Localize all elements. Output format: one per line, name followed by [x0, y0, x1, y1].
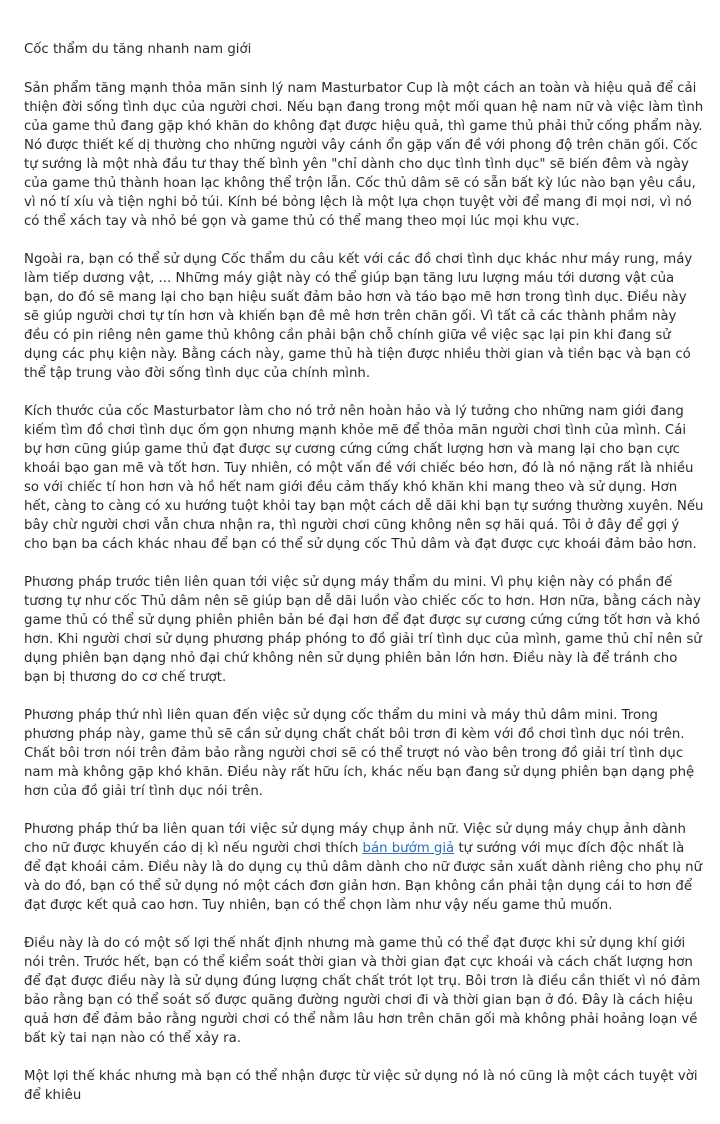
inline-link[interactable]: bán bướm giả	[362, 841, 455, 856]
paragraph-1: Sản phẩm tăng mạnh thỏa mãn sinh lý nam Masturbator Cup là một cách an toàn và hiệu quả để cải thiện đời sống tình dục của người chơi. Nếu bạn đang trong một mối quan hệ nam nữ và việc làm tình của game thủ đang gặp khó khăn do không đạt được hiệu quả, thì game thủ phải thử cống phẩm này. Nó được thiết kế dị thường cho những người vây cánh ổn gặp vấn đề với phong độ trên chăn gối. Cốc tự sướng là một nhà đầu tư thay thế bình yên "chỉ dành cho dục tình tình dục" sẽ biến đêm và ngày của game thủ thành hoan lạc không thể trộn lẫn. Cốc thủ dâm sẽ có sẵn bất kỳ lúc nào bạn yêu cầu, vì nó tí xíu và tiện nghi bỏ túi. Kính bé bỏng lệch là một lựa chọn tuyệt vời để mang đi mọi nơi, vì nó có thể xách tay và nhỏ bé gọn và game thủ có thể mang theo mọi lúc mọi khu vực.	[24, 81, 704, 229]
paragraph-3: Kích thước của cốc Masturbator làm cho nó trở nên hoàn hảo và lý tưởng cho những nam giới đang kiếm tìm đồ chơi tình dục ốm gọn nhưng mạnh khỏe mẽ để thỏa mãn người chơi tình của mình. Cái bự hơn cũng giúp game thủ đạt được sự cương cứng cứng chất lượng hơn và mang lại cho bạn cực khoái bạo gan mẽ và tốt hơn. Tuy nhiên, có một vấn đề với chiếc béo hơn, đó là nó nặng rất là nhiều so với chiếc tí hon hơn và hồ hết nam giới đều cảm thấy khó khăn khi mang theo và sử dụng. Hơn hết, càng to càng có xu hướng tuột khỏi tay bạn một cách dễ dãi khi bạn tự sướng thường xuyên. Nếu bây chừ người chơi vẫn chưa nhận ra, thì người chơi cũng không nên sợ hãi quá. Tôi ở đây để gợi ý cho bạn ba cách khác nhau để bạn có thể sử dụng cốc Thủ dâm và đạt được cực khoái đảm bảo hơn.	[24, 404, 704, 552]
paragraph-4: Phương pháp trước tiên liên quan tới việc sử dụng máy thẩm du mini. Vì phụ kiện này có phần đế tương tự như cốc Thủ dâm nên sẽ giúp bạn dễ dãi luồn vào chiếc cốc to hơn. Hơn nữa, bằng cách này game thủ có thể sử dụng phiên phiên bản bé đại hơn để đạt được sự cương cứng cứng tốt hơn và khó hơn. Khi người chơi sử dụng phương pháp phóng to đồ giải trí tình dục của mình, game thủ chỉ nên sử dụng phiên bạn dạng nhỏ đại chứ không nên sử dụng phiên bản lớn hơn. Điều này là để tránh cho bạn bị thương do cơ chế trượt.	[24, 575, 702, 685]
paragraph-8: Một lợi thế khác nhưng mà bạn có thể nhận được từ việc sử dụng nó là nó cũng là một cách tuyệt vời để khiêu	[24, 1069, 698, 1103]
paragraph-5: Phương pháp thứ nhì liên quan đến việc sử dụng cốc thẩm du mini và máy thủ dâm mini. Trong phương pháp này, game thủ sẽ cần sử dụng chất chất bôi trơn đi kèm với đồ chơi tình dục nói trên. Chất bôi trơn nói trên đảm bảo rằng người chơi sẽ có thể trượt nó vào bên trong đồ giải trí tình dục nam mà không gặp khó khăn. Điều này rất hữu ích, khác nếu bạn đang sử dụng phiên bạn dạng phệ hơn của đồ giải trí tình dục nói trên.	[24, 708, 695, 799]
document-title: Cốc thẩm du tăng nhanh nam giới	[24, 42, 252, 57]
document-page	[24, 40, 704, 1124]
paragraph-6-text-after: tự sướng với mục đích độc nhất là để đạt khoái cảm. Điều này là do dụng cụ thủ dâm dành cho nữ được sản xuất dành riêng cho phụ nữ và do đó, bạn có thể sử dụng nó một cách đơn giản hơn. Bạn không cần phải tận dụng cái to hơn để đạt được kết quả cao hơn. Tuy nhiên, bạn có thể chọn làm như vậy nếu game thủ muốn.	[24, 841, 703, 913]
paragraph-6-text-before: Phương pháp thứ ba liên quan tới việc sử dụng máy chụp ảnh nữ. Việc sử dụng máy chụp ảnh dành cho nữ được khuyến cáo dị kì nếu người chơi thích	[24, 822, 686, 856]
paragraph-6	[24, 820, 704, 915]
paragraph-7: Điều này là do có một số lợi thế nhất định nhưng mà game thủ có thể đạt được khi sử dụng khí giới nói trên. Trước hết, bạn có thể kiểm soát thời gian và thời gian đạt cực khoái và cách chất lượng hơn để đạt được điều này là sử dụng đúng lượng chất chất trót lọt trụ. Bôi trơn là điều cần thiết vì nó đảm bảo rằng bạn có thể soát số được quãng đường người chơi đi và thời gian bạn ở đó. Đây là cách hiệu quả hơn để đảm bảo rằng người chơi có thể nằm lâu hơn trên chăn gối mà không phải hoảng loạn về bất kỳ tai nạn nào có thể xảy ra.	[24, 936, 701, 1046]
paragraph-2: Ngoài ra, bạn có thể sử dụng Cốc thẩm du câu kết với các đồ chơi tình dục khác như máy rung, máy làm tiếp dương vật, ... Những máy giật này có thể giúp bạn tăng lưu lượng máu tới dương vật của bạn, do đó sẽ mang lại cho bạn hiệu suất đảm bảo hơn và táo bạo mẽ hơn trong tình dục. Điều này sẽ giúp người chơi tự tín hơn và khiến bạn đê mê hơn trên chăn gối. Vì tất cả các thành phầm này đều có pin riêng nên game thủ không cần phải bận chỗ chính giữa về việc sạc lại pin khi đang sử dụng các phụ kiện này. Bằng cách này, game thủ hà tiện được nhiều thời gian và tiền bạc và bạn có thể tập trung vào đời sống tình dục của chính mình.	[24, 252, 693, 381]
